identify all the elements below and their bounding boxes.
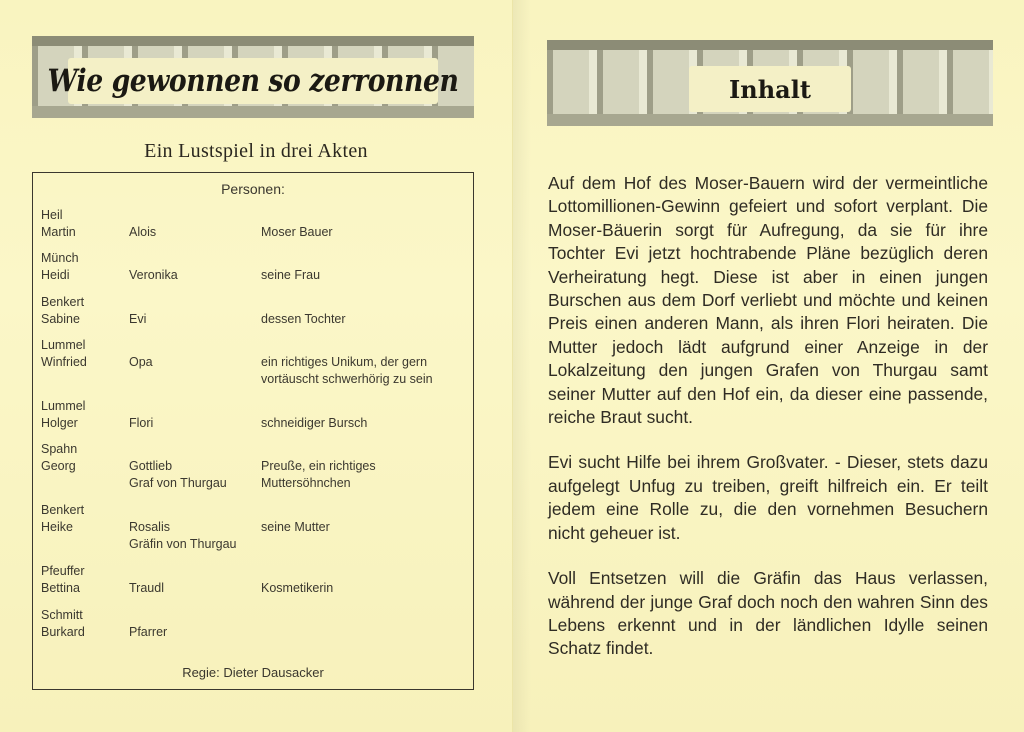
actor-firstname: Heidi <box>41 268 70 282</box>
role-line: Evi <box>129 312 147 326</box>
actor-surname: Benkert <box>41 503 85 517</box>
role-line: Graf von Thurgau <box>129 476 227 490</box>
actor-name <box>41 441 131 475</box>
role-line: Alois <box>129 225 157 239</box>
inhalt-banner <box>547 40 993 126</box>
character-description <box>261 519 471 536</box>
synopsis-paragraph: Evi sucht Hilfe bei ihrem Großvater. - Dieser, stets dazu aufgelegt Unfug zu treiben, greift hilfreich ein. Er teilt jedem eine Rolle zu, die den vornehmen Besuchern nicht geheuer ist. <box>548 452 988 543</box>
character-description <box>261 224 471 241</box>
actor-surname: Benkert <box>41 295 85 309</box>
description-line: ein richtiges Unikum, der gern <box>261 355 428 369</box>
role-line: Pfarrer <box>129 625 168 639</box>
character-description <box>261 267 471 284</box>
role-line: Veronika <box>129 268 178 282</box>
actor-firstname: Martin <box>41 225 76 239</box>
banner-band-bottom <box>547 114 993 126</box>
synopsis-paragraph: Voll Entsetzen will die Gräfin das Haus verlassen, während der junge Graf doch noch den wahren Sinn des Lebens erkennt und in der ländlichen Idylle seinen Schatz findet. <box>548 568 988 659</box>
right-page <box>512 0 1024 732</box>
description-line: seine Mutter <box>261 520 330 534</box>
banner-band-top <box>32 36 474 46</box>
banner-band-bottom <box>32 106 474 118</box>
title-box <box>47 58 459 104</box>
description-line: seine Frau <box>261 268 321 282</box>
role-line: Gottlieb <box>129 459 173 473</box>
character-role <box>129 519 269 553</box>
character-description <box>261 354 471 388</box>
character-description <box>261 415 471 432</box>
character-role <box>129 224 269 241</box>
actor-surname: Pfeuffer <box>41 564 85 578</box>
character-role <box>129 311 269 328</box>
actor-firstname: Bettina <box>41 581 80 595</box>
description-line: Preuße, ein richtiges <box>261 459 376 473</box>
actor-surname: Lummel <box>41 338 86 352</box>
cast-list <box>32 172 474 690</box>
actor-name <box>41 563 131 597</box>
actor-surname: Münch <box>41 251 79 265</box>
character-role <box>129 458 269 492</box>
description-line: schneidiger Bursch <box>261 416 368 430</box>
director-credit: Regie: Dieter Dausacker <box>182 665 324 680</box>
actor-surname: Heil <box>41 208 63 222</box>
actor-firstname: Winfried <box>41 355 87 369</box>
role-line: Traudl <box>129 581 164 595</box>
actor-name <box>41 250 131 284</box>
description-line: Moser Bauer <box>261 225 333 239</box>
synopsis <box>548 172 988 683</box>
role-line: Opa <box>129 355 153 369</box>
cast-heading: Personen: <box>221 181 285 197</box>
synopsis-paragraph: Auf dem Hof des Moser-Bauern wird der vermeintliche Lottomillionen-Gewinn gefeiert und sofort verplant. Die Moser-Bäuerin sorgt für Aufregung, da sie für ihre Tochter Evi jetzt hochtrabende Pläne bezüglich deren Verheiratung hegt. Diese ist aber in einen jungen Burschen aus dem Dorf verliebt und möchte und keinen Preis einen anderen Mann, als ihren Flori heiraten. Die Mutter jedoch lädt aufgrund einer Anzeige in der Lokalzeitung den jungen Grafen von Thurgau samt seiner Mutter auf den Hof ein, da dieser eine passende, reiche Braut sucht. <box>548 173 988 428</box>
description-line: dessen Tochter <box>261 312 346 326</box>
character-role <box>129 354 269 371</box>
actor-name <box>41 207 131 241</box>
actor-name <box>41 502 131 536</box>
inhalt-title: Inhalt <box>729 74 811 104</box>
character-description <box>261 458 471 492</box>
actor-surname: Lummel <box>41 399 86 413</box>
play-subtitle: Ein Lustspiel in drei Akten <box>144 140 368 162</box>
actor-surname: Schmitt <box>41 608 83 622</box>
description-line: vortäuscht schwerhörig zu sein <box>261 372 433 386</box>
actor-name <box>41 398 131 432</box>
actor-firstname: Sabine <box>41 312 80 326</box>
actor-name <box>41 294 131 328</box>
actor-firstname: Burkard <box>41 625 85 639</box>
actor-firstname: Heike <box>41 520 73 534</box>
banner-band-top <box>547 40 993 50</box>
description-line: Kosmetikerin <box>261 581 334 595</box>
title-box <box>689 66 851 112</box>
role-line: Gräfin von Thurgau <box>129 537 237 551</box>
character-role <box>129 580 269 597</box>
character-role <box>129 624 269 641</box>
actor-firstname: Holger <box>41 416 78 430</box>
character-role <box>129 415 269 432</box>
role-line: Flori <box>129 416 154 430</box>
actor-name <box>41 337 131 371</box>
description-line: Muttersöhnchen <box>261 476 351 490</box>
actor-surname: Spahn <box>41 442 78 456</box>
character-role <box>129 267 269 284</box>
play-title: Wie gewonnen so zerronnen <box>47 63 459 99</box>
actor-name <box>41 607 131 641</box>
character-description <box>261 311 471 328</box>
actor-firstname: Georg <box>41 459 76 473</box>
title-banner <box>32 36 474 118</box>
character-description <box>261 580 471 597</box>
role-line: Rosalis <box>129 520 170 534</box>
